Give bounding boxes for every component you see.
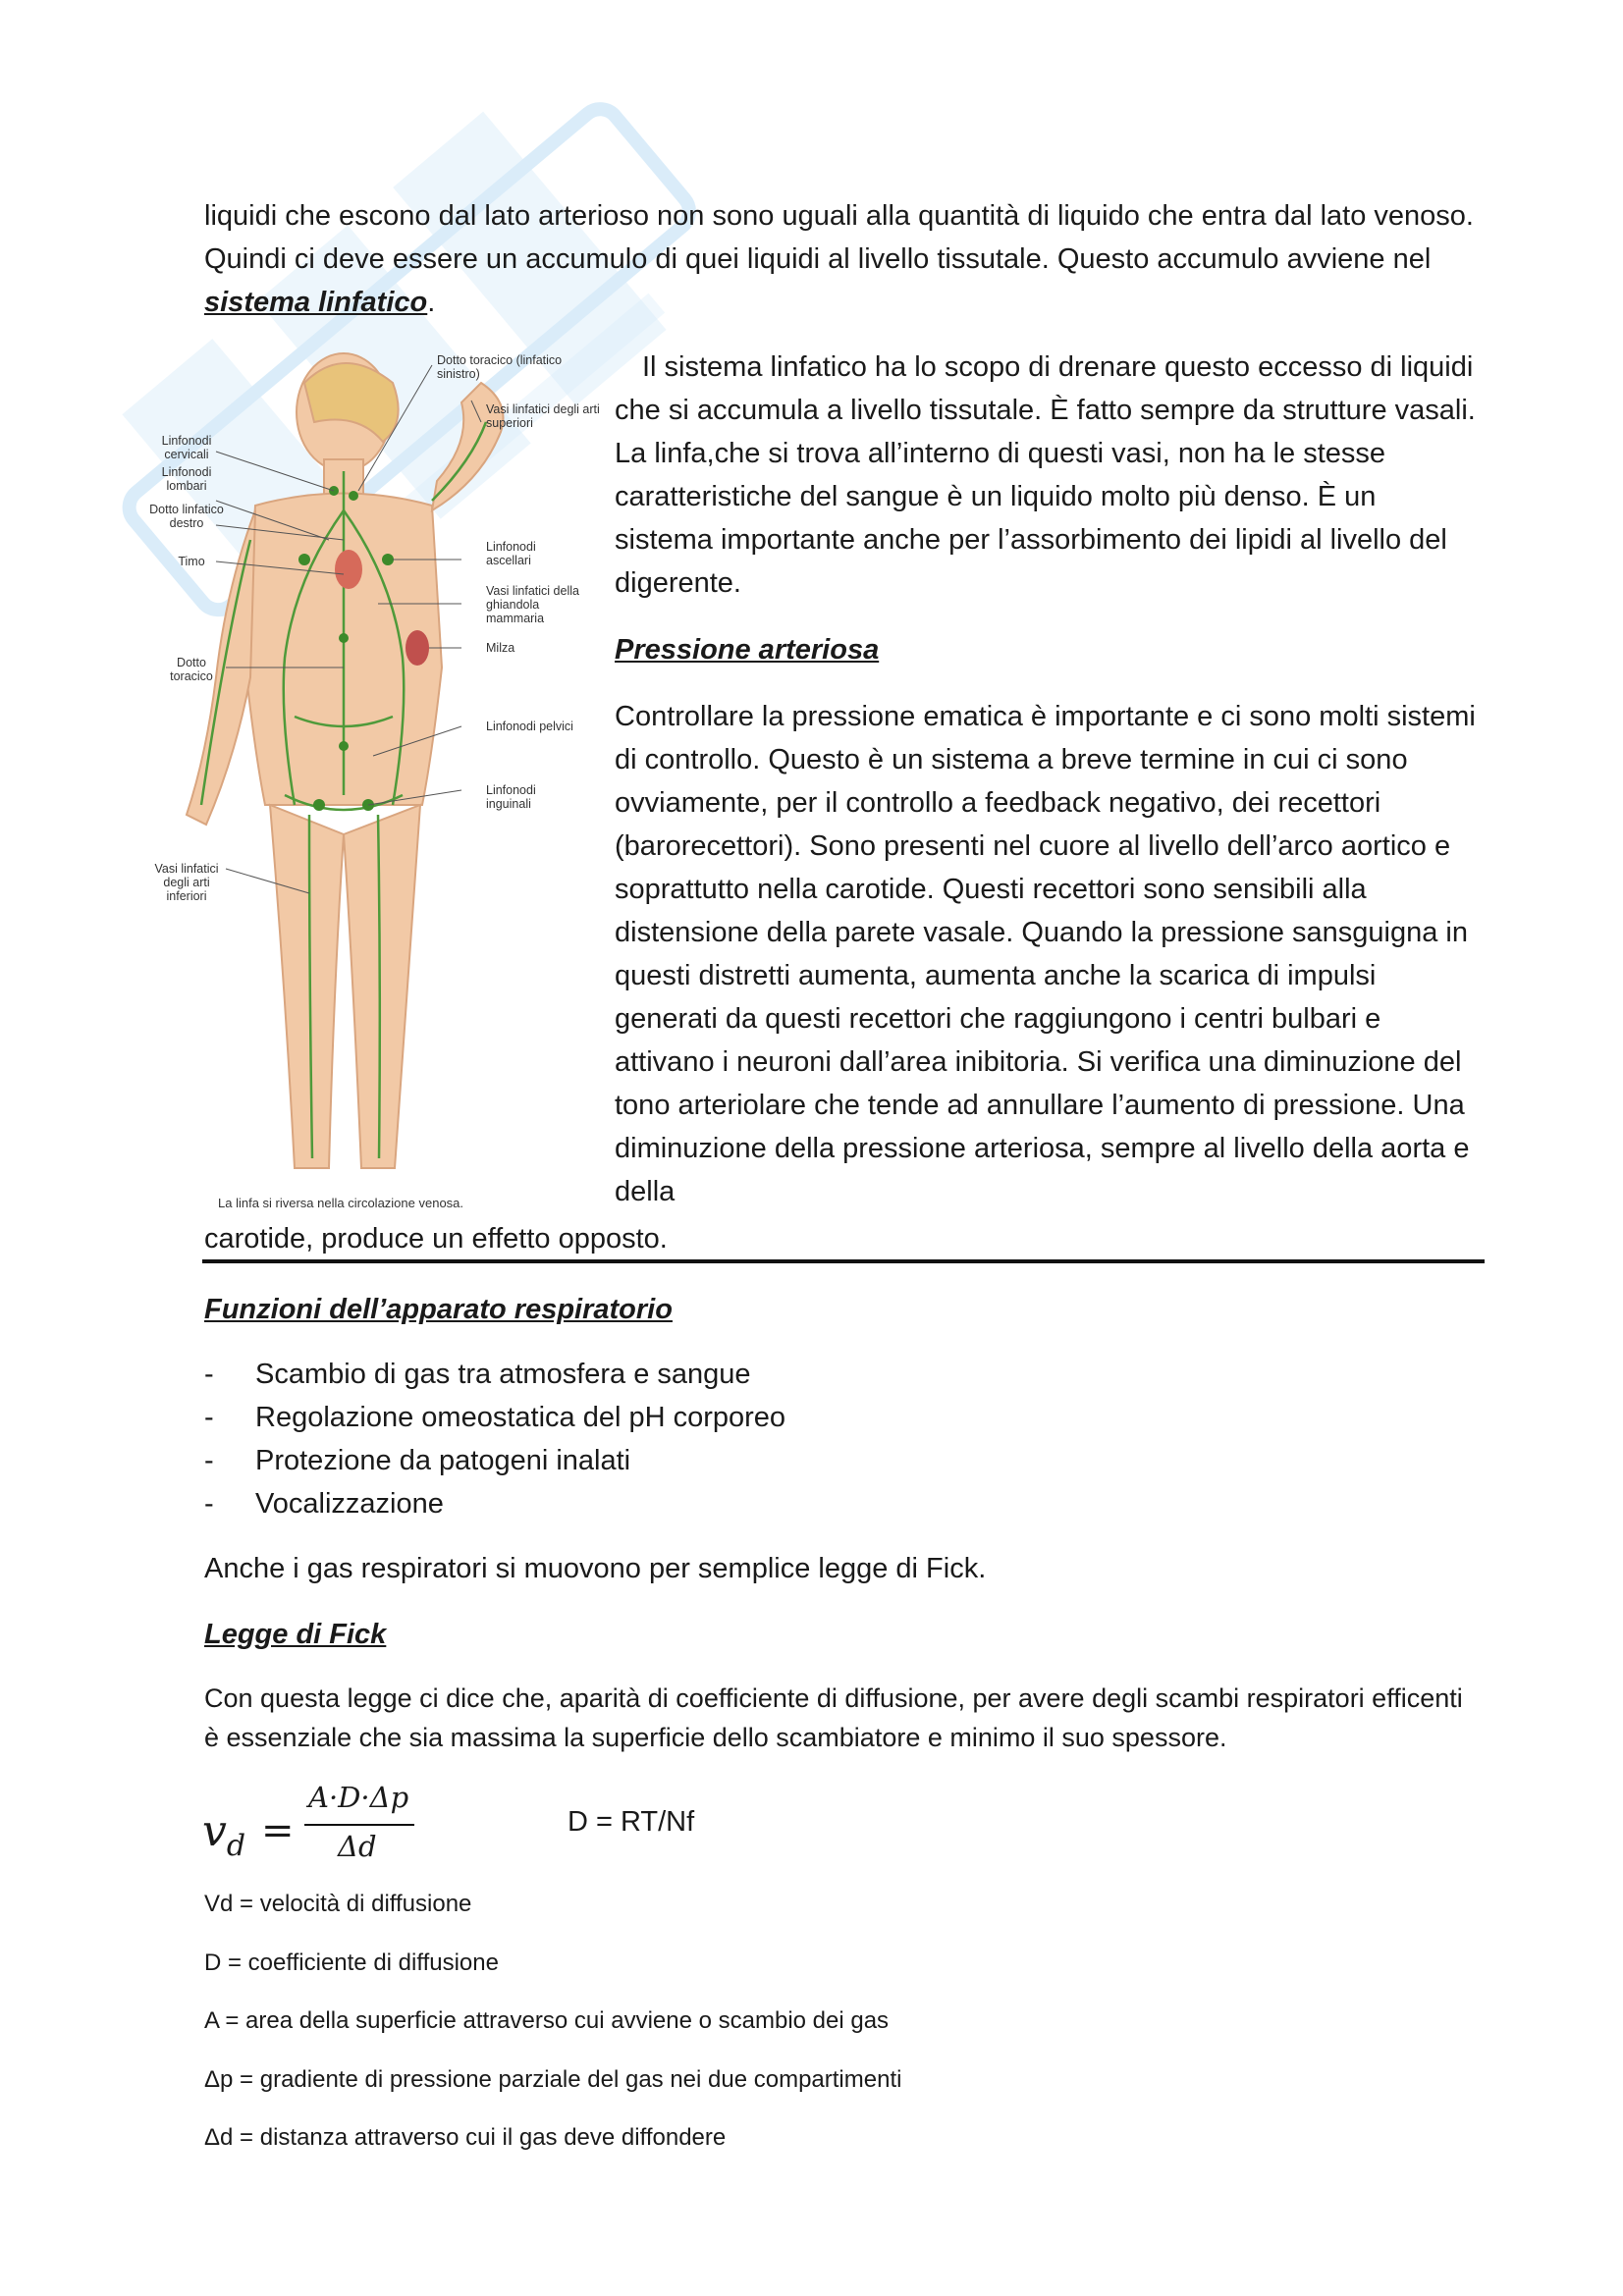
list-item: - Scambio di gas tra atmosfera e sangue (204, 1359, 751, 1390)
diffusion-coefficient-formula: D = RT/Nf (568, 1806, 695, 1838)
label-dotto-linfatico-destro: Dotto linfatico destro (149, 503, 224, 530)
sistema-linfatico-term: sistema linfatico (204, 287, 428, 318)
fick-heading: Legge di Fick (204, 1619, 387, 1650)
respiratorio-heading: Funzioni dell’apparato respiratorio (204, 1294, 673, 1325)
list-item: - Regolazione omeostatica del pH corporeo (204, 1402, 786, 1433)
label-linfonodi-lombari: Linfonodi lombari (161, 465, 212, 493)
label-linfonodi-pelvici: Linfonodi pelvici (486, 720, 573, 733)
pressione-paragraph: Controllare la pressione ematica è importante e ci sono molti sistemi di controllo. Questo è un sistema a breve termine in cui ci sono ovviamente, per il controllo a feedback negativo, dei recettori (barorecettori). Sono presenti nel cuore al livello dell’arco aortico e soprattutto nella carotide. Questi recettori sono sensibili alla distensione della parete vasale. Quando la pressione sansguigna in questi distretti aumenta, aumenta anche la scarica di impulsi generati da questi recettori che raggiungono i centri bulbari e attivano i neuroni dall’area inibitoria. Si verifica una diminuzione del tono arteriolare che tende ad annullare l’aumento di pressione. Una diminuzione della pressione arteriosa, sempre al livello della aorta e della (615, 701, 1476, 1207)
pressione-heading: Pressione arteriosa (615, 634, 880, 666)
definition-a: A = area della superficie attraverso cui avviene o scambio dei gas (204, 2007, 890, 2034)
lymphatic-system-figure (147, 344, 599, 1227)
label-linfonodi-ascellari: Linfonodi ascellari (486, 540, 536, 567)
pressione-paragraph-tail: carotide, produce un effetto opposto. (204, 1223, 668, 1255)
linfatico-paragraph: Il sistema linfatico ha lo scopo di drenare questo eccesso di liquidi che si accumula a livello tissutale. È fatto sempre da strutture vasali. La linfa,che si trova all’interno di questi vasi, non ha le stesse caratteristiche del sangue è un liquido molto più denso. È un sistema importante anche per l’assorbimento dei lipidi al livello del digerente. (615, 351, 1476, 599)
list-item: - Protezione da patogeni inalati (204, 1445, 631, 1476)
section-divider (202, 1259, 1485, 1263)
label-vasi-arti-inferiori: Vasi linfatici degli arti inferiori (154, 862, 219, 903)
respiratorio-functions-list (204, 1353, 785, 1525)
label-dotto-toracico: Dotto toracico (170, 656, 213, 683)
label-vasi-arti-superiori: Vasi linfatici degli arti superiori (486, 402, 600, 430)
label-milza: Milza (486, 641, 515, 655)
intro-paragraph: liquidi che escono dal lato arterioso non sono uguali alla quantità di liquido che entra dal lato venoso. Quindi ci deve essere un accumulo di quei liquidi al livello tissutale. Questo accumulo avviene nel sistema linfatico. (204, 200, 1474, 318)
definition-vd: Vd = velocità di diffusione (204, 1891, 472, 1917)
fick-paragraph: Con questa legge ci dice che, aparità di coefficiente di diffusione, per avere degli scambi respiratori efficenti è essenziale che sia massima la superficie dello scambiatore e minimo il suo spessore. (204, 1683, 1463, 1752)
label-timo: Timo (178, 555, 205, 568)
definition-d: D = coefficiente di diffusione (204, 1949, 499, 1976)
label-linfonodi-cervicali: Linfonodi cervicali (161, 434, 212, 461)
fick-formula: $v_d$ = A·D·Δp Δd (202, 1777, 448, 1885)
figure-caption: La linfa si riversa nella circolazione venosa. (218, 1196, 464, 1210)
timo-shape (335, 550, 362, 589)
label-linfonodi-inguinali: Linfonodi inguinali (486, 783, 536, 811)
list-item: - Vocalizzazione (204, 1488, 444, 1520)
definition-dp: Δp = gradiente di pressione parziale del gas nei due compartimenti (204, 2066, 902, 2093)
definition-dd: Δd = distanza attraverso cui il gas deve diffondere (204, 2124, 727, 2151)
fick-intro: Anche i gas respiratori si muovono per semplice legge di Fick. (204, 1553, 987, 1584)
label-vasi-mammaria: Vasi linfatici della ghiandola mammaria (486, 584, 579, 625)
milza-shape (406, 630, 429, 666)
label-dotto-toracico-sinistro: Dotto toracico (linfatico sinistro) (437, 353, 563, 381)
